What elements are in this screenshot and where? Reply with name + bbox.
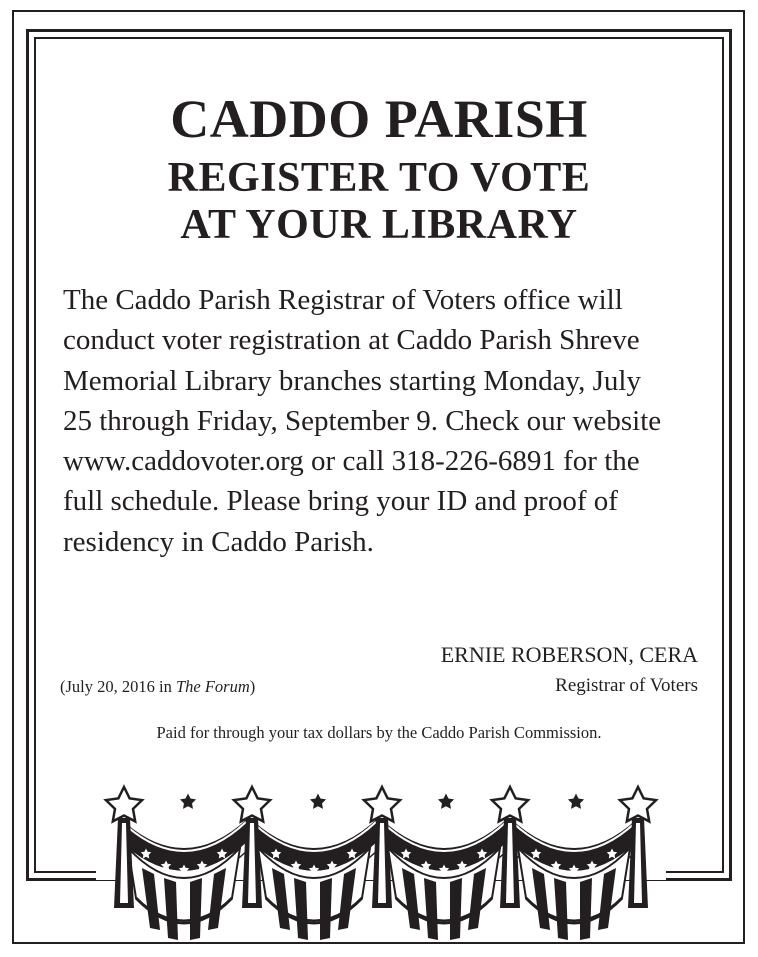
body-line: residency in Caddo Parish. bbox=[63, 525, 374, 558]
notice-body bbox=[63, 280, 703, 562]
body-line: conduct voter registration at Caddo Parish Shreve bbox=[63, 324, 640, 357]
bunting-icon bbox=[90, 778, 670, 948]
headline-register-to-vote: REGISTER TO VOTE bbox=[167, 155, 591, 201]
signature-title: Registrar of Voters bbox=[555, 675, 698, 696]
body-line: www.caddovoter.org or call 318-226-6891 for the bbox=[63, 445, 640, 478]
body-line: 25 through Friday, September 9. Check our website bbox=[63, 404, 662, 437]
publication-prefix: (July 20, 2016 in bbox=[60, 677, 176, 696]
body-line: The Caddo Parish Registrar of Voters office will bbox=[63, 284, 623, 316]
publication-suffix: ) bbox=[249, 677, 256, 696]
body-line: full schedule. Please bring your ID and proof of bbox=[63, 485, 618, 518]
headline-caddo-parish: CADDO PARISH bbox=[170, 89, 588, 149]
headline-at-your-library: AT YOUR LIBRARY bbox=[180, 202, 578, 248]
paid-notice: Paid for through your tax dollars by the Caddo Parish Commission. bbox=[156, 723, 602, 742]
signature-name: ERNIE ROBERSON, CERA bbox=[440, 642, 698, 667]
publication-date bbox=[60, 676, 255, 698]
publication-paper: The Forum bbox=[175, 677, 250, 696]
body-line: Memorial Library branches starting Monday, July bbox=[63, 364, 641, 397]
